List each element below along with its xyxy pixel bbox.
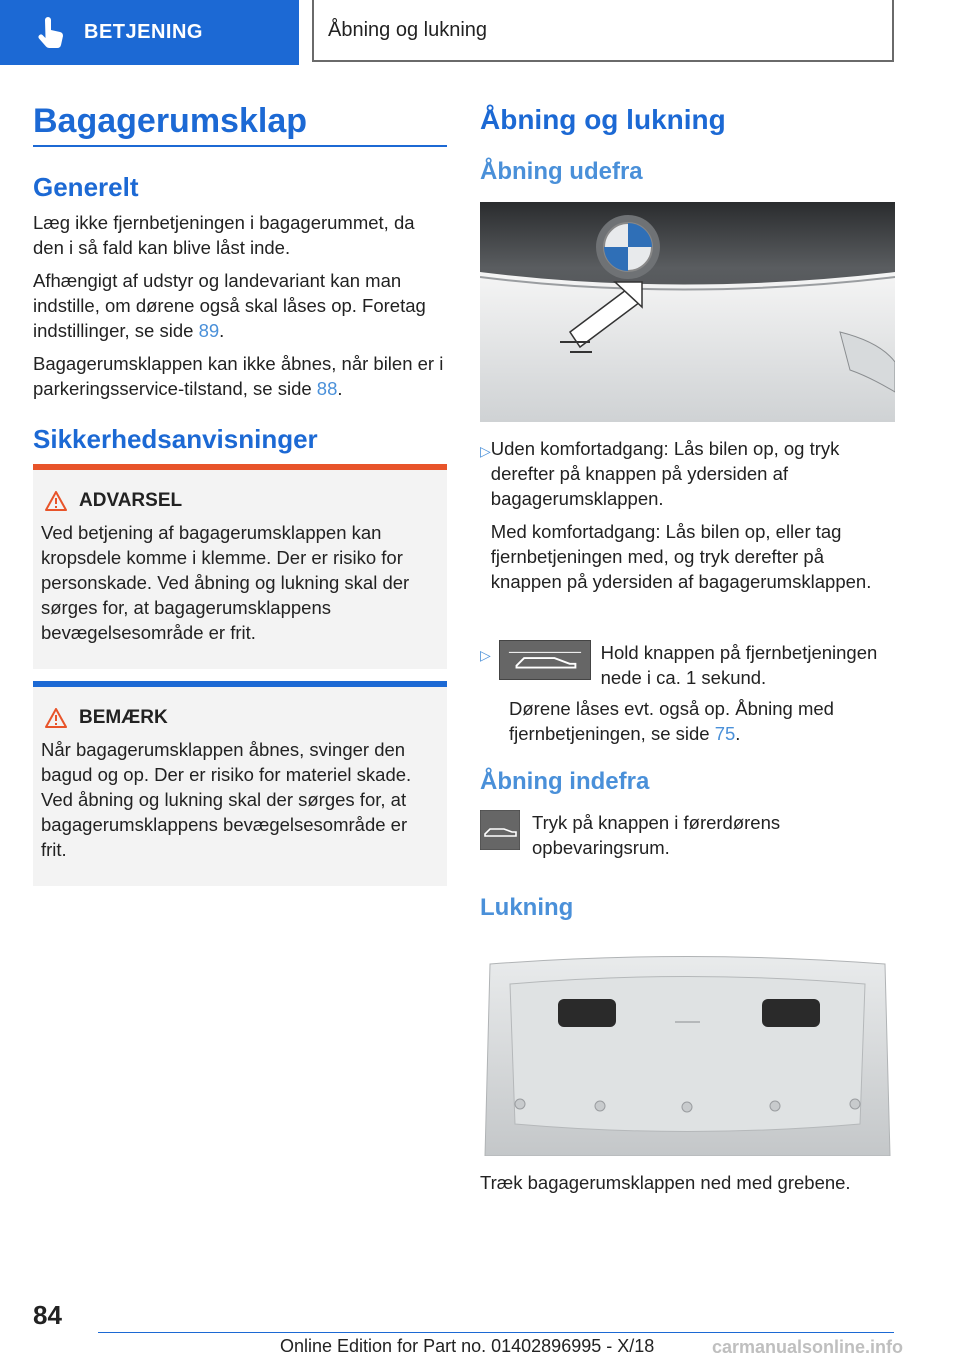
udefra-steps <box>480 436 898 602</box>
step-1-p2: Med komfortadgang: Lås bilen op, eller tag fjernbetjeningen med, og tryk derefter på knappen på ydersiden af bagagerumsklappen. <box>490 521 872 592</box>
page-link-89[interactable]: 89 <box>198 320 220 341</box>
hand-pointer-icon <box>34 16 68 50</box>
page-link-75[interactable]: 75 <box>714 723 736 744</box>
generelt-text <box>33 210 449 409</box>
warning-text: Ved betjening af bagagerumsklappen kan kropsdele komme i klemme. Der er risiko for personskade. Ved åbning og lukning skal der sørges for, at bagagerumsklappens bevægelsesområde er frit. <box>41 522 410 643</box>
warning-bar <box>33 464 447 470</box>
heading-lukning: Lukning <box>480 894 574 921</box>
step-2-row <box>480 640 898 690</box>
note-title <box>45 707 447 729</box>
note-title-label: BEMÆRK <box>79 707 168 728</box>
generelt-p2 <box>33 268 449 343</box>
generelt-p1: Læg ikke fjernbetjeningen i bagagerummet, da den i så fald kan blive låst inde. <box>33 212 415 258</box>
remote-trunk-button-icon <box>499 640 591 680</box>
generelt-p3 <box>33 351 449 401</box>
warning-triangle-icon <box>45 491 67 511</box>
warning-title-label: ADVARSEL <box>79 490 183 511</box>
heading-udefra: Åbning udefra <box>480 158 643 185</box>
interior-trunk-button-icon <box>480 810 520 850</box>
step-2-text: Hold knappen på fjernbetjeningen nede i ca. 1 sekund. <box>600 642 878 688</box>
section-tab-label: BETJENING <box>84 21 203 43</box>
watermark: carmanualsonline.info <box>712 1337 904 1357</box>
section-title: Åbning og lukning <box>480 104 726 135</box>
heading-indefra: Åbning indefra <box>480 768 650 795</box>
generelt-p3-end: . <box>337 378 343 399</box>
breadcrumb <box>312 0 894 62</box>
breadcrumb-label: Åbning og lukning <box>328 18 488 41</box>
lukning-caption: Træk bagagerumsklappen ned med grebene. <box>480 1172 851 1193</box>
indefra-text: Tryk på knappen i førerdørens opbevaringsrum. <box>532 812 781 858</box>
trunk-lid-photo <box>480 944 895 1156</box>
step-1-body <box>491 436 898 602</box>
footer-divider <box>98 1332 894 1333</box>
warning-title <box>45 490 447 512</box>
note-text: Når bagagerumsklappen åbnes, svinger den bagud og op. Der er risiko for materiel skade. Ved åbning og lukning skal der sørges for, at bagagerumsklappens bevægelsesområde er frit. <box>41 739 412 860</box>
generelt-p3-text: Bagagerumsklappen kan ikke åbnes, når bilen er i parkeringsservice-tilstand, se side <box>33 353 444 399</box>
heading-generelt: Generelt <box>33 172 139 202</box>
generelt-p2-end: . <box>219 320 225 341</box>
title-divider <box>33 145 447 147</box>
footer-edition: Online Edition for Part no. 01402896995 - X/18 <box>280 1336 655 1356</box>
warning-box <box>33 464 447 669</box>
step-2-p2-end: . <box>735 723 741 744</box>
trunk-button-photo <box>480 202 895 422</box>
generelt-p2-text: Afhængigt af udstyr og landevariant kan man indstille, om dørene også skal låses op. Foretag indstillinger, se side <box>33 270 426 341</box>
page-link-88[interactable]: 88 <box>316 378 338 399</box>
warning-triangle-icon <box>45 708 67 728</box>
section-tab[interactable] <box>0 0 299 65</box>
step-2-p2-text: Dørene låses evt. også op. Åbning med fjernbetjeningen, se side <box>509 698 834 744</box>
note-box <box>33 681 447 886</box>
step-1 <box>480 436 898 602</box>
bullet-triangle-icon: ▷ <box>480 647 491 663</box>
step-2-p2 <box>509 696 898 746</box>
indefra-row <box>480 810 898 860</box>
step-1-p1: Uden komfortadgang: Lås bilen op, og tryk derefter på knappen på ydersiden af bagagerumsklappen. <box>490 438 840 509</box>
step-2 <box>480 640 898 746</box>
page-title: Bagagerumsklap <box>33 102 307 140</box>
note-bar <box>33 681 447 687</box>
heading-sikkerhed: Sikkerhedsanvisninger <box>33 424 318 454</box>
bullet-triangle-icon: ▷ <box>480 443 491 459</box>
page-number: 84 <box>33 1300 62 1330</box>
